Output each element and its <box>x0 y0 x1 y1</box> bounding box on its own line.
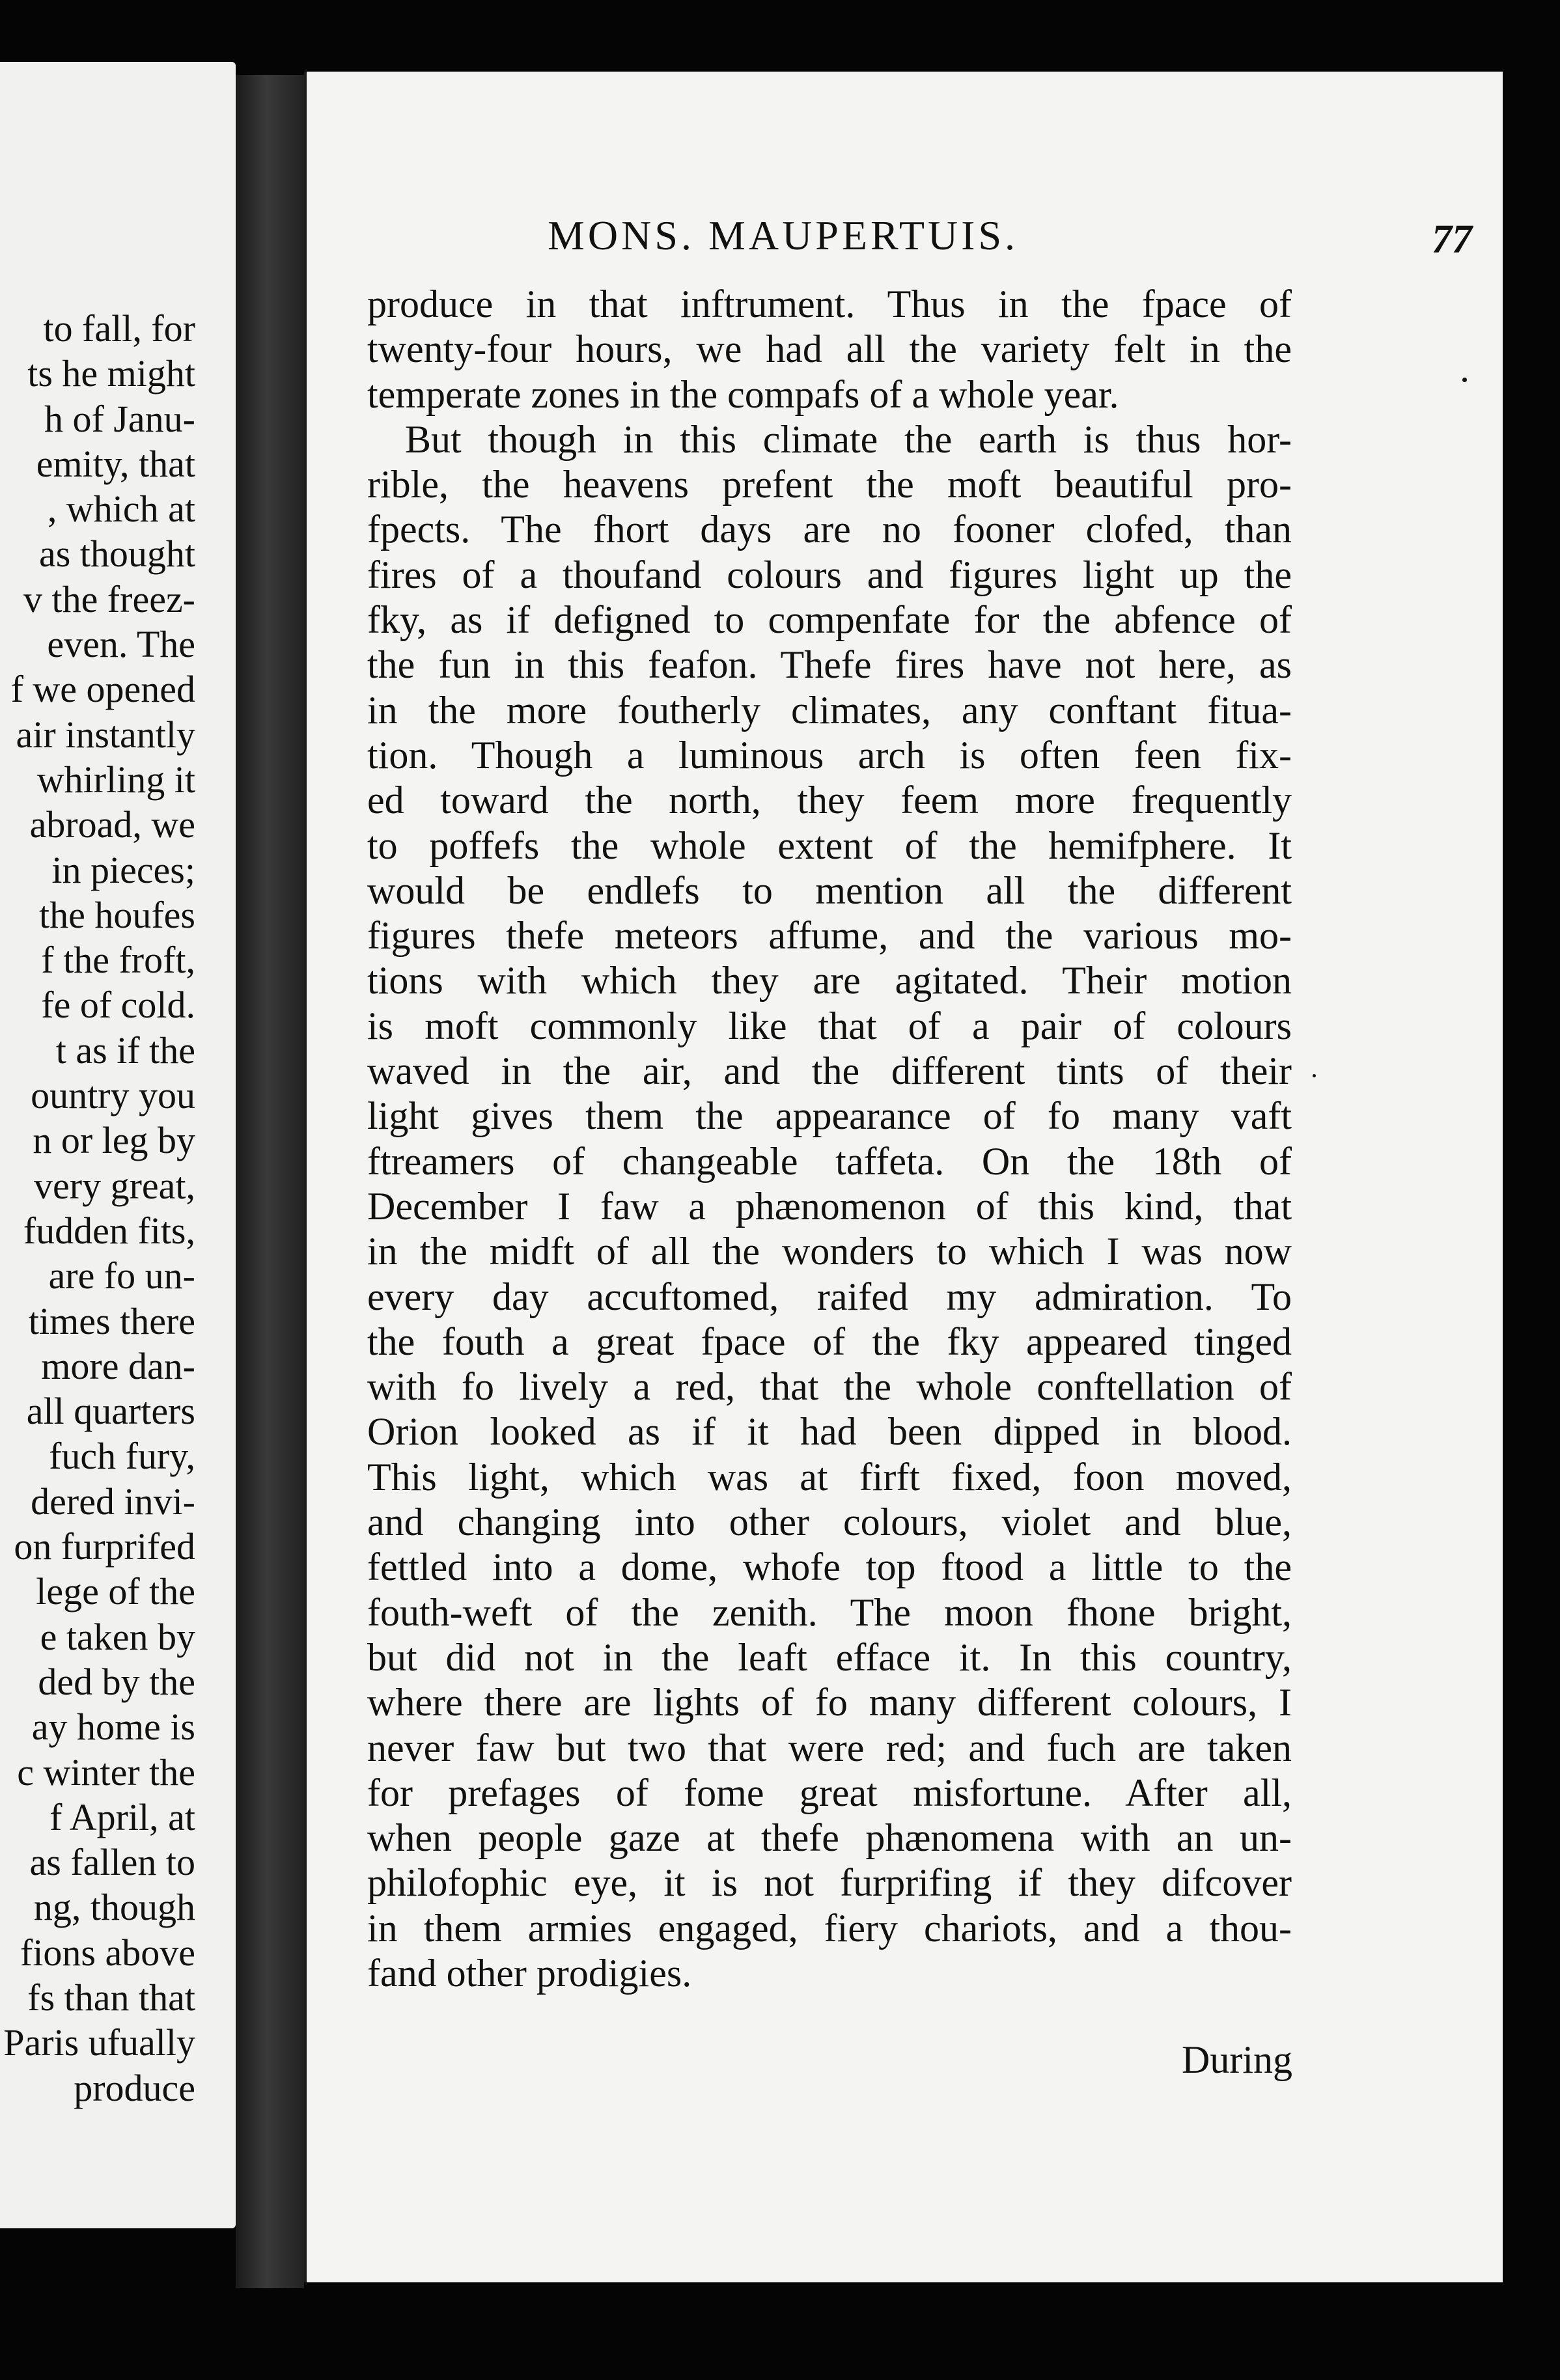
page-number: 77 <box>1432 217 1472 262</box>
left-page-line: even. The <box>47 623 195 666</box>
left-page-line: dered invi- <box>31 1480 195 1523</box>
text-line: every day accuftomed, raifed my admiration. To <box>367 1275 1292 1318</box>
text-line: in the midft of all the wonders to which I was now <box>367 1230 1292 1273</box>
text-line: fouth-weft of the zenith. The moon fhone bright, <box>367 1590 1292 1634</box>
left-page-line: v the freez- <box>23 577 195 620</box>
left-page-line: in pieces; <box>51 848 195 891</box>
left-page-line: air instantly <box>16 713 195 756</box>
left-page-line: the houfes <box>39 893 195 936</box>
left-page-line: are fo un- <box>48 1254 195 1297</box>
text-line: figures thefe meteors affume, and the various mo- <box>367 914 1292 958</box>
left-page-line: t as if the <box>55 1029 195 1072</box>
left-page-line: f the froft, <box>41 939 195 982</box>
left-page-line: as fallen to <box>29 1841 195 1884</box>
left-page-line: whirling it <box>36 758 195 801</box>
text-line: and changing into other colours, violet and blue, <box>367 1501 1292 1544</box>
text-line: fpects. The fhort days are no fooner clofed, than <box>367 508 1292 551</box>
left-page-line: on furprifed <box>14 1525 195 1568</box>
text-line: would be endlefs to mention all the different <box>367 868 1292 912</box>
left-page-line: as thought <box>38 533 195 575</box>
text-line: ftreamers of changeable taffeta. On the 18th of <box>367 1139 1292 1183</box>
left-page-line: f April, at <box>49 1795 195 1838</box>
left-page-line: , which at <box>47 488 195 531</box>
left-page-line: h of Janu- <box>44 397 195 440</box>
left-page-line: emity, that <box>36 442 195 485</box>
text-line: fires of a thoufand colours and figures light up the <box>367 553 1292 596</box>
left-page-line: fs than that <box>27 1976 195 2019</box>
ink-speck <box>1462 378 1467 382</box>
text-line: tions with which they are agitated. Their motion <box>367 959 1292 1003</box>
left-page <box>0 62 236 2228</box>
left-page-line: fe of cold. <box>41 984 195 1027</box>
left-page-line: to fall, for <box>43 307 195 350</box>
left-page-line: f we opened <box>10 668 195 711</box>
text-line: in the more foutherly climates, any conftant fitua- <box>367 688 1292 732</box>
text-line: waved in the air, and the different tints of their <box>367 1049 1292 1093</box>
left-page-line: ay home is <box>31 1706 195 1749</box>
left-page-line: ded by the <box>38 1660 195 1703</box>
text-line: the fun in this feafon. Thefe fires have not here, as <box>367 643 1292 687</box>
left-page-line: abroad, we <box>29 803 195 846</box>
text-line: This light, which was at firft fixed, foon moved, <box>367 1455 1292 1499</box>
text-line: December I faw a phænomenon of this kind, that <box>367 1184 1292 1228</box>
running-head-title: MONS. MAUPERTUIS. <box>548 212 1019 258</box>
text-line: in them armies engaged, fiery chariots, and a thou- <box>367 1906 1292 1950</box>
text-line: tion. Though a luminous arch is often feen fix- <box>367 733 1292 777</box>
right-page <box>304 72 1503 2282</box>
left-page-line: ts he might <box>27 352 195 395</box>
left-page-line: more dan- <box>41 1344 195 1387</box>
left-page-line: times there <box>28 1299 195 1342</box>
text-line: never faw but two that were red; and fuch are taken <box>367 1726 1292 1769</box>
text-line: to poffefs the whole extent of the hemifphere. It <box>367 823 1292 867</box>
text-line: ed toward the north, they feem more frequently <box>367 779 1292 822</box>
text-line: But though in this climate the earth is thus hor- <box>405 417 1292 461</box>
body-text <box>367 282 1292 1996</box>
book-gutter <box>236 75 304 2288</box>
text-line: but did not in the leaft efface it. In this country, <box>367 1635 1292 1679</box>
text-line: is moft commonly like that of a pair of colours <box>367 1004 1292 1047</box>
text-line: with fo lively a red, that the whole conftellation of <box>367 1365 1292 1409</box>
left-page-line: fuch fury, <box>49 1435 195 1478</box>
left-page-line: n or leg by <box>33 1119 195 1162</box>
left-page-line: ng, though <box>33 1886 195 1929</box>
ink-speck <box>1313 1074 1316 1077</box>
left-page-line: Paris ufually <box>3 2021 195 2064</box>
text-line: light gives them the appearance of fo many vaft <box>367 1094 1292 1138</box>
left-page-line: lege of the <box>36 1570 195 1613</box>
left-page-line: ountry you <box>31 1074 195 1117</box>
text-line: philofophic eye, it is not furprifing if they difcover <box>367 1861 1292 1905</box>
left-page-line: c winter the <box>17 1750 195 1793</box>
left-page-line: fudden fits, <box>23 1209 195 1252</box>
left-page-line: e taken by <box>40 1615 195 1658</box>
text-line: when people gaze at thefe phænomena with an un- <box>367 1816 1292 1860</box>
left-page-text <box>0 306 195 2110</box>
left-page-line: very great, <box>34 1164 195 1207</box>
text-line: the fouth a great fpace of the fky appeared tinged <box>367 1320 1292 1363</box>
text-line: fettled into a dome, whofe top ftood a little to the <box>367 1545 1292 1589</box>
text-line: Orion looked as if it had been dipped in blood. <box>367 1410 1292 1454</box>
text-line: for prefages of fome great misfortune. After all, <box>367 1771 1292 1814</box>
text-line: fand other prodigies. <box>367 1951 692 1995</box>
text-line: where there are lights of fo many different colours, I <box>367 1681 1292 1724</box>
text-line: twenty-four hours, we had all the variety felt in the <box>367 327 1292 371</box>
text-line: temperate zones in the compafs of a whole year. <box>367 372 1119 416</box>
left-page-line: fions above <box>20 1931 195 1974</box>
text-line: fky, as if defigned to compenfate for the abfence of <box>367 598 1292 642</box>
left-page-line: all quarters <box>26 1390 195 1433</box>
running-head <box>548 212 1472 264</box>
left-page-line: produce <box>74 2066 195 2109</box>
text-line: produce in that inftrument. Thus in the fpace of <box>367 283 1292 325</box>
catchword: During <box>1182 2038 1292 2081</box>
text-line: rible, the heavens prefent the moft beautiful pro- <box>367 463 1292 506</box>
